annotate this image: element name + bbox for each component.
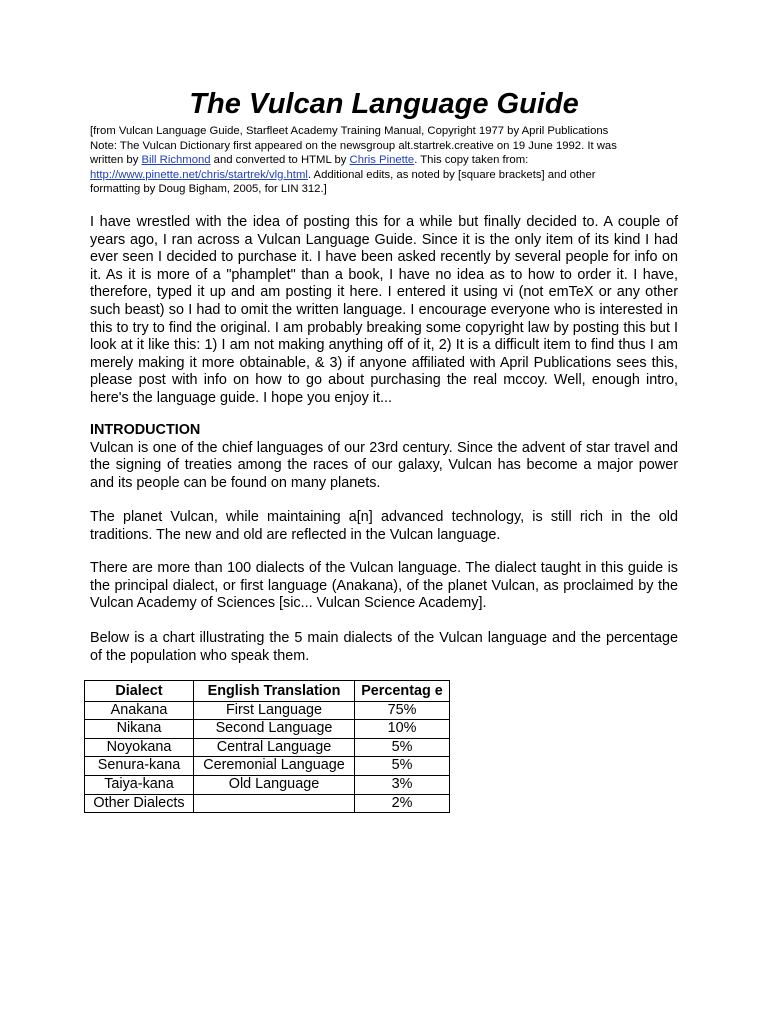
table-row bbox=[85, 757, 450, 776]
table-row bbox=[85, 775, 450, 794]
paragraph: Below is a chart illustrating the 5 main dialects of the Vulcan language and the percentage of the population who speak them. bbox=[90, 630, 678, 664]
table-header-row bbox=[85, 681, 450, 702]
table-cell: Anakana bbox=[85, 701, 194, 720]
table-cell: Old Language bbox=[194, 775, 355, 794]
paragraph: The planet Vulcan, while maintaining a[n] advanced technology, is still rich in the old traditions. The new and old are reflected in the Vulcan language. bbox=[90, 509, 678, 543]
table-cell: 5% bbox=[355, 757, 450, 776]
table-cell bbox=[194, 794, 355, 813]
paragraph: Vulcan is one of the chief languages of our 23rd century. Since the advent of star travel and the signing of treaties among the races of our galaxy, Vulcan has become a major power and its people can be found on many planets. bbox=[90, 439, 678, 491]
table-row bbox=[85, 738, 450, 757]
dialect-table bbox=[84, 680, 450, 813]
note-line-3-pre: written by bbox=[90, 154, 142, 166]
intro-paragraph: I have wrestled with the idea of posting this for a while but finally decided to. A couple of years ago, I ran across a Vulcan Language Guide. Since it is the only item of its kind I had ever seen I decided to purchase it. I have been asked recently by several people for info on it. As it is more of a "phamplet" than a book, I have no idea as to how to order it. I have, therefore, typed it up and am posting it here. I entered it using vi (not emTeX or any other such beast) so I had to omit the written language. I encourage everyone who is interested in this to try to find the original. I am probably breaking some copyright law by posting this but I look at it like this: 1) I am not making anything off of it, 2) It is a difficult item to find thus I am merely making it more obtainable, & 3) if anyone affiliated with April Publications sees this, please post with info on how to go about purchasing the real mccoy. Well, enough intro, here's the language guide. I hope you enjoy it... bbox=[90, 214, 678, 406]
table-cell: 3% bbox=[355, 775, 450, 794]
table-cell: 10% bbox=[355, 720, 450, 739]
table-cell: 5% bbox=[355, 738, 450, 757]
table-cell: Other Dialects bbox=[85, 794, 194, 813]
note-line-5: formatting by Doug Bigham, 2005, for LIN 312.] bbox=[90, 183, 327, 195]
table-cell: 75% bbox=[355, 701, 450, 720]
column-header: English Translation bbox=[194, 681, 355, 702]
note-line-3-mid: and converted to HTML by bbox=[210, 154, 350, 166]
converter-link[interactable]: Chris Pinette bbox=[349, 154, 415, 166]
page-title: The Vulcan Language Guide bbox=[189, 88, 579, 120]
table-cell: Nikana bbox=[85, 720, 194, 739]
table-row bbox=[85, 720, 450, 739]
table-cell: Noyokana bbox=[85, 738, 194, 757]
table-row bbox=[85, 794, 450, 813]
note-line-1: [from Vulcan Language Guide, Starfleet Academy Training Manual, Copyright 1977 by April Publications bbox=[90, 125, 609, 137]
author-link[interactable]: Bill Richmond bbox=[141, 154, 211, 166]
table-cell: Taiya-kana bbox=[85, 775, 194, 794]
table-cell: First Language bbox=[194, 701, 355, 720]
note-line-2: Note: The Vulcan Dictionary first appeared on the newsgroup alt.startrek.creative on 19 June 1992. It was bbox=[90, 139, 617, 152]
paragraph: There are more than 100 dialects of the Vulcan language. The dialect taught in this guide is the principal dialect, or first language (Anakana), of the planet Vulcan, as proclaimed by the Vulcan Academy of Sciences [sic... Vulcan Science Academy]. bbox=[90, 560, 678, 612]
note-line-3-post: . This copy taken from: bbox=[414, 154, 529, 166]
introduction-section bbox=[90, 422, 678, 492]
column-header: Dialect bbox=[85, 681, 194, 702]
column-header: Percentag e bbox=[355, 681, 450, 702]
section-heading: INTRODUCTION bbox=[90, 422, 201, 438]
source-url-link[interactable]: http://www.pinette.net/chris/startrek/vlg.html bbox=[90, 168, 308, 181]
table-cell: Senura-kana bbox=[85, 757, 194, 776]
note-line-4-post: . Additional edits, as noted by [square brackets] and other bbox=[307, 168, 596, 181]
source-note bbox=[90, 124, 690, 197]
table-cell: Second Language bbox=[194, 720, 355, 739]
table-cell: 2% bbox=[355, 794, 450, 813]
table-row bbox=[85, 701, 450, 720]
table-cell: Central Language bbox=[194, 738, 355, 757]
table-cell: Ceremonial Language bbox=[194, 757, 355, 776]
